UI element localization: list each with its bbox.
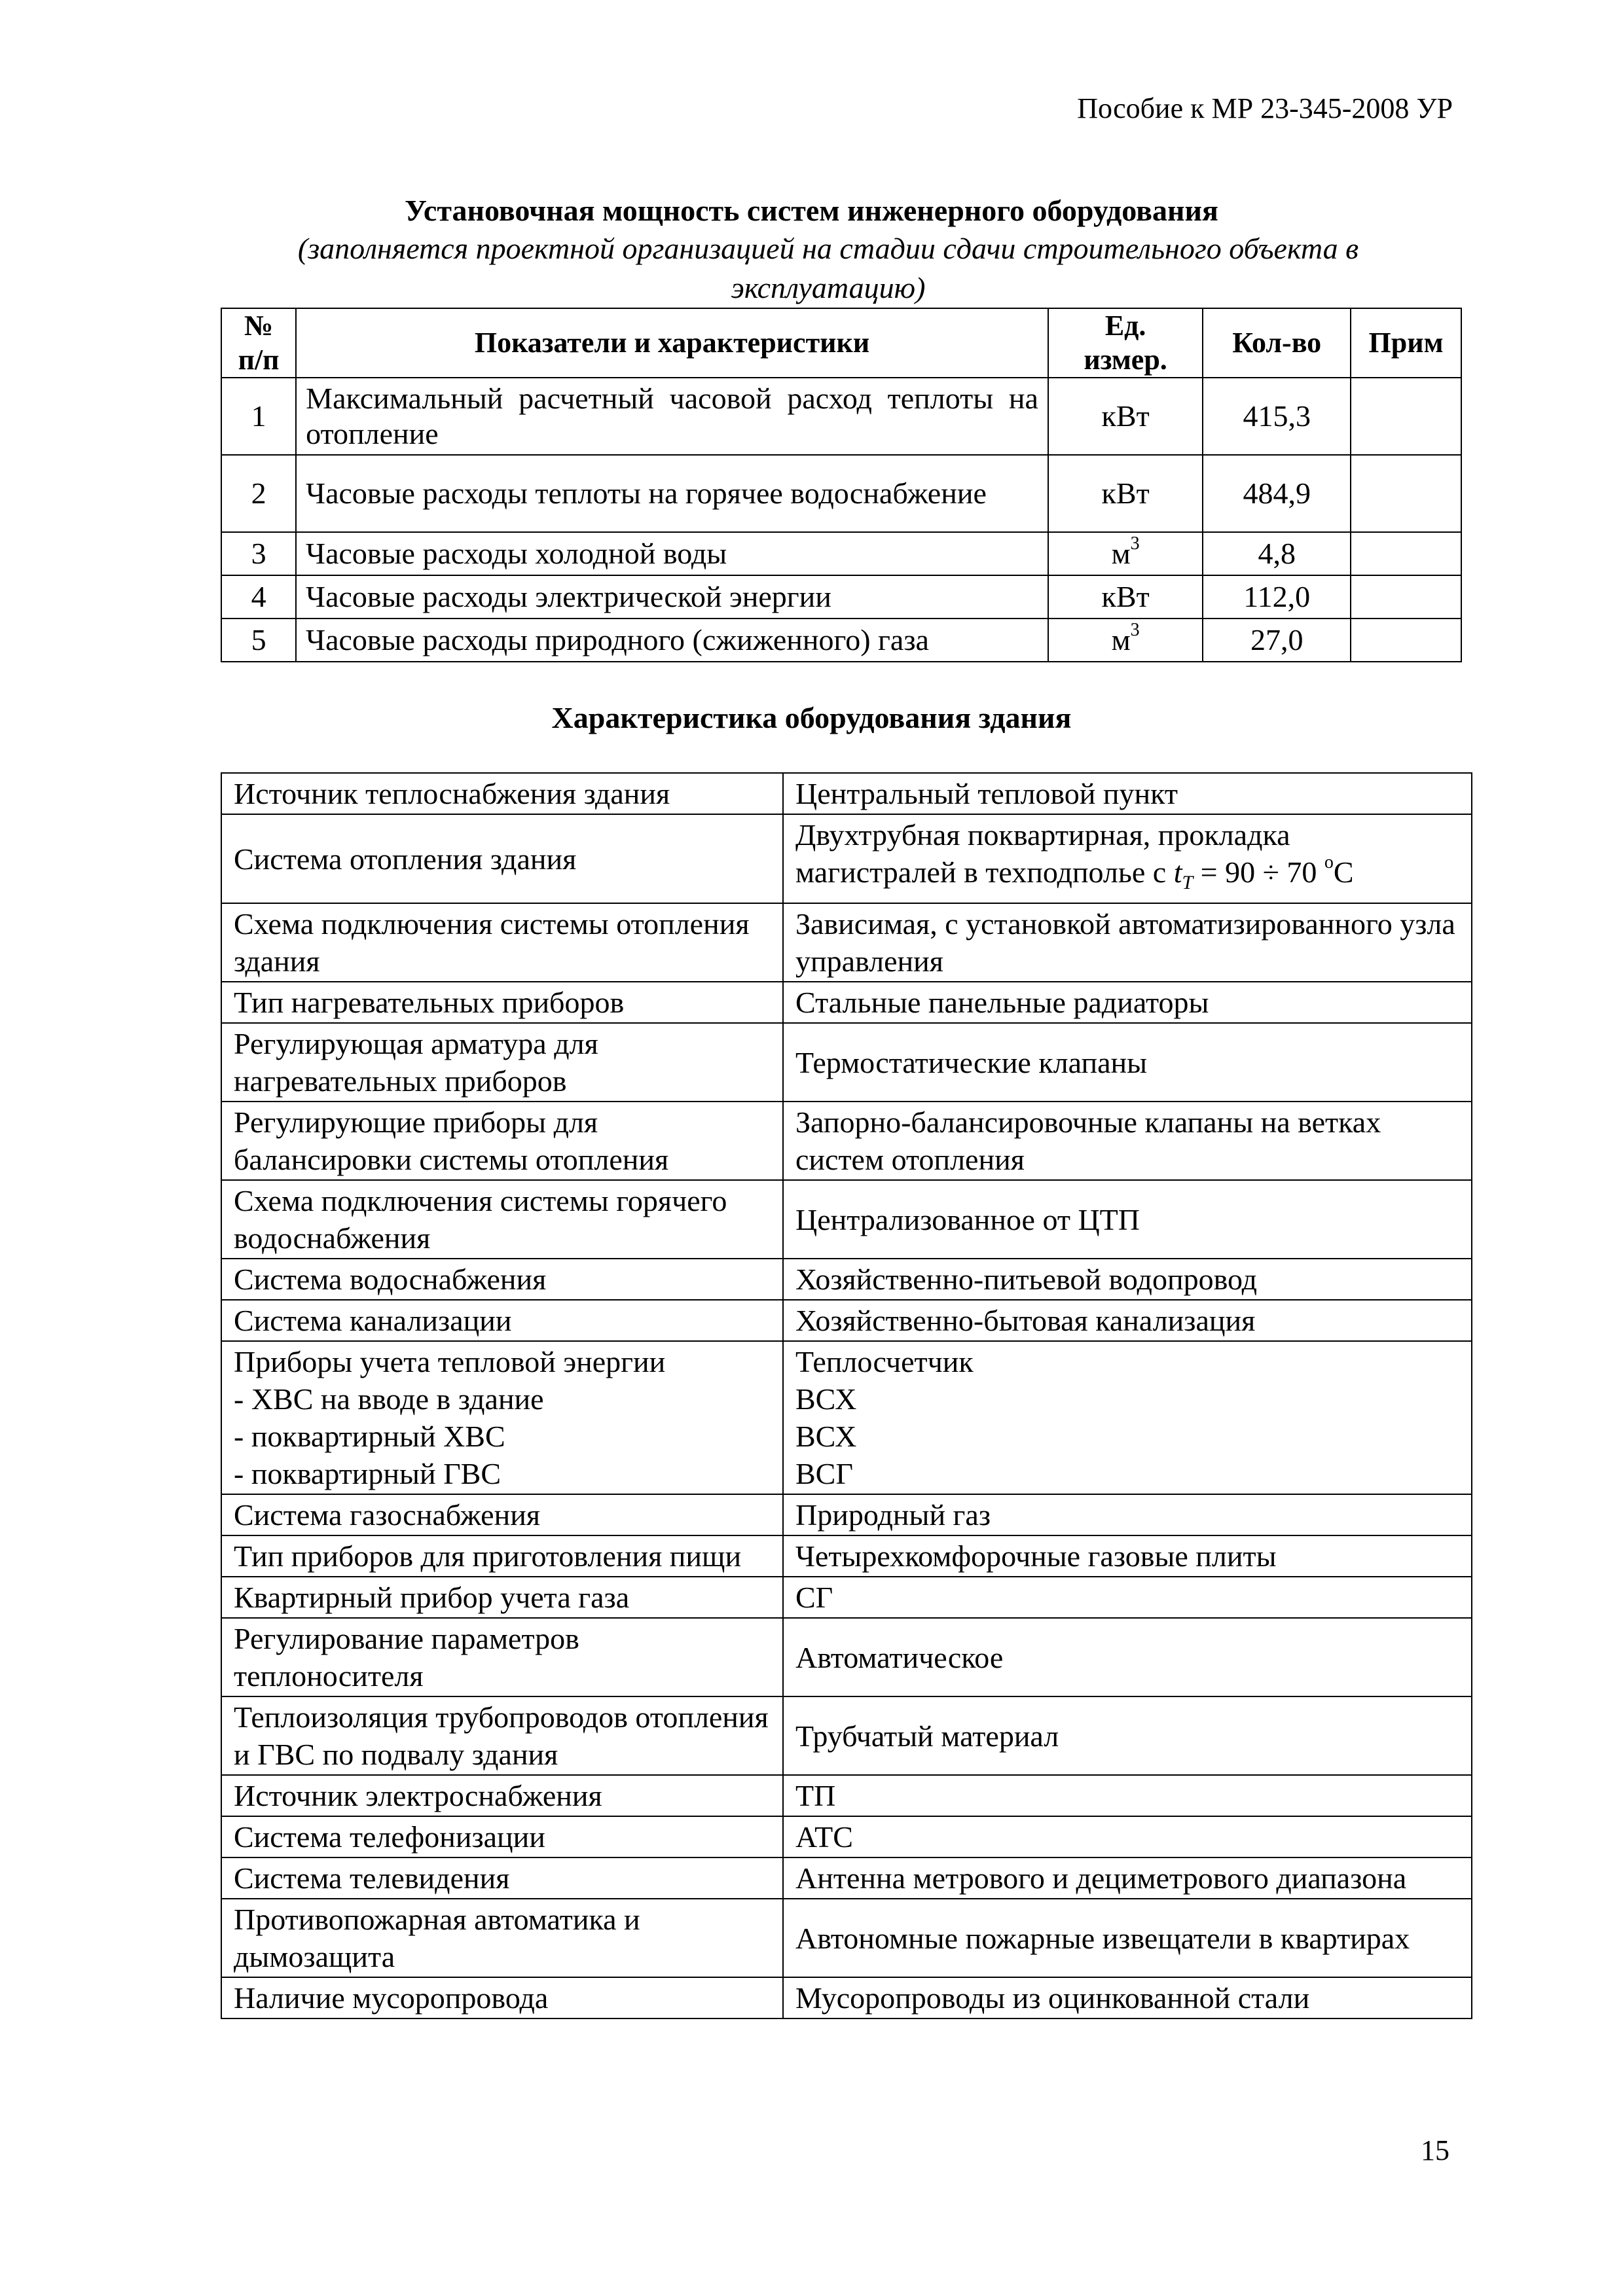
value-line1: Двухтрубная поквартирная, прокладка (795, 818, 1290, 852)
row-qty: 484,9 (1203, 455, 1351, 532)
page-number: 15 (1421, 2134, 1450, 2166)
table-row (221, 1180, 1472, 1259)
row-value: Мусоропроводы из оцинкованной стали (783, 1977, 1472, 2018)
section1-title: Установочная мощность систем инженерного оборудования (405, 194, 1218, 227)
row-value: СГ (783, 1577, 1472, 1618)
formula-sub: T (1182, 872, 1194, 894)
table-row (221, 1259, 1472, 1300)
row-note (1351, 532, 1461, 575)
row-name: Источник электроснабжения (221, 1775, 783, 1816)
formula-var: t (1173, 855, 1182, 889)
name-line: - поквартирный ГВС (234, 1457, 501, 1491)
installed-capacity-table (221, 308, 1462, 662)
formula-unit: C (1333, 855, 1354, 889)
header-indicator: Показатели и характеристики (296, 308, 1048, 378)
unit-text: м (1111, 623, 1131, 656)
row-name (221, 1341, 783, 1494)
row-note (1351, 455, 1461, 532)
table-row (221, 619, 1461, 662)
row-value: Хозяйственно-бытовая канализация (783, 1300, 1472, 1341)
row-value: Центральный тепловой пункт (783, 773, 1472, 814)
row-value: Централизованное от ЦТП (783, 1180, 1472, 1259)
table-row (221, 1535, 1472, 1577)
row-name: Система газоснабжения (221, 1494, 783, 1535)
value-line: ВСХ (795, 1420, 857, 1454)
header-unit-line2: измер. (1084, 344, 1167, 376)
value-line: ВСГ (795, 1457, 853, 1491)
name-line: Приборы учета тепловой энергии (234, 1345, 666, 1379)
table-row (221, 575, 1461, 619)
row-unit (1048, 455, 1203, 532)
header-note: Прим (1351, 308, 1461, 378)
section1-subtitle: (заполняется проектной организацией на стадии сдачи строительного объекта в эксплуатацию) (297, 232, 1359, 304)
table-row (221, 1857, 1472, 1899)
table-row (221, 1341, 1472, 1494)
row-value: Трубчатый материал (783, 1696, 1472, 1775)
table-row (221, 773, 1472, 814)
row-value: Автономные пожарные извещатели в квартирах (783, 1899, 1472, 1977)
header-unit (1048, 308, 1203, 378)
row-name: Регулирующие приборы для балансировки системы отопления (221, 1102, 783, 1180)
row-name: Противопожарная автоматика и дымозащита (221, 1899, 783, 1977)
row-unit (1048, 619, 1203, 662)
name-line: - ХВС на вводе в здание (234, 1382, 544, 1416)
row-name: Тип приборов для приготовления пищи (221, 1535, 783, 1577)
value-line: Теплосчетчик (795, 1345, 974, 1379)
row-unit (1048, 575, 1203, 619)
formula-degree: o (1324, 852, 1334, 872)
table-row (221, 1494, 1472, 1535)
table-row (221, 455, 1461, 532)
table-row (221, 1696, 1472, 1775)
row-value (783, 814, 1472, 903)
row-value: Четырехкомфорочные газовые плиты (783, 1535, 1472, 1577)
row-name: Теплоизоляция трубопроводов отопления и ГВС по подвалу здания (221, 1696, 783, 1775)
row-qty: 4,8 (1203, 532, 1351, 575)
header-num-line1: № (244, 310, 274, 342)
table-row (221, 1023, 1472, 1102)
document-reference-header: Пособие к МР 23-345-2008 УР (1077, 92, 1453, 124)
table-row (221, 1775, 1472, 1816)
row-value: Запорно-балансировочные клапаны на ветках систем отопления (783, 1102, 1472, 1180)
row-name: Регулирующая арматура для нагревательных приборов (221, 1023, 783, 1102)
row-text: Максимальный расчетный часовой расход теплоты на отопление (296, 378, 1048, 455)
table-row (221, 1977, 1472, 2018)
row-note (1351, 619, 1461, 662)
row-num: 5 (221, 619, 296, 662)
value-line2: магистралей в техподполье с (795, 855, 1167, 889)
row-value (783, 1341, 1472, 1494)
table-row (221, 1577, 1472, 1618)
row-name: Регулирование параметров теплоносителя (221, 1618, 783, 1696)
unit-sup: 3 (1130, 533, 1140, 554)
table-row (221, 982, 1472, 1023)
row-value: АТС (783, 1816, 1472, 1857)
row-value: Хозяйственно-питьевой водопровод (783, 1259, 1472, 1300)
row-name: Система водоснабжения (221, 1259, 783, 1300)
unit-sup: 3 (1130, 620, 1140, 640)
table-row (221, 903, 1472, 982)
unit-text: м (1111, 537, 1131, 570)
row-unit (1048, 532, 1203, 575)
row-note (1351, 378, 1461, 455)
table-row (221, 814, 1472, 903)
row-name: Система телевидения (221, 1857, 783, 1899)
row-name: Источник теплоснабжения здания (221, 773, 783, 814)
row-text: Часовые расходы электрической энергии (296, 575, 1048, 619)
row-name: Система телефонизации (221, 1816, 783, 1857)
row-value: Термостатические клапаны (783, 1023, 1472, 1102)
table-row (221, 1816, 1472, 1857)
row-name: Система отопления здания (221, 814, 783, 903)
row-name: Система канализации (221, 1300, 783, 1341)
row-qty: 415,3 (1203, 378, 1351, 455)
row-value: Антенна метрового и дециметрового диапазона (783, 1857, 1472, 1899)
row-num: 2 (221, 455, 296, 532)
section2-title: Характеристика оборудования здания (551, 701, 1072, 734)
row-text: Часовые расходы природного (сжиженного) газа (296, 619, 1048, 662)
row-name: Наличие мусоропровода (221, 1977, 783, 2018)
equipment-characteristics-table (221, 772, 1472, 2019)
row-note (1351, 575, 1461, 619)
unit-text: кВт (1101, 580, 1150, 613)
row-qty: 27,0 (1203, 619, 1351, 662)
header-unit-line1: Ед. (1104, 310, 1146, 342)
row-qty: 112,0 (1203, 575, 1351, 619)
table-header-row (221, 308, 1461, 378)
table-row (221, 1102, 1472, 1180)
row-name: Квартирный прибор учета газа (221, 1577, 783, 1618)
row-name: Схема подключения системы отопления здания (221, 903, 783, 982)
table-row (221, 1300, 1472, 1341)
header-qty: Кол-во (1203, 308, 1351, 378)
row-value: Стальные панельные радиаторы (783, 982, 1472, 1023)
row-value: Зависимая, с установкой автоматизированного узла управления (783, 903, 1472, 982)
table-row (221, 378, 1461, 455)
value-line: ВСХ (795, 1382, 857, 1416)
row-text: Часовые расходы холодной воды (296, 532, 1048, 575)
table-row (221, 1899, 1472, 1977)
row-unit (1048, 378, 1203, 455)
row-value: Автоматическое (783, 1618, 1472, 1696)
header-num (221, 308, 296, 378)
unit-text: кВт (1101, 476, 1150, 510)
formula-range: = 90 ÷ 70 (1200, 855, 1317, 889)
temperature-formula (1173, 852, 1354, 894)
row-value: ТП (783, 1775, 1472, 1816)
row-num: 4 (221, 575, 296, 619)
unit-text: кВт (1101, 399, 1150, 433)
name-line: - поквартирный ХВС (234, 1420, 505, 1454)
table-row (221, 1618, 1472, 1696)
row-num: 1 (221, 378, 296, 455)
row-value: Природный газ (783, 1494, 1472, 1535)
row-num: 3 (221, 532, 296, 575)
table-row (221, 532, 1461, 575)
header-num-line2: п/п (238, 344, 280, 376)
row-name: Схема подключения системы горячего водоснабжения (221, 1180, 783, 1259)
row-text: Часовые расходы теплоты на горячее водоснабжение (296, 455, 1048, 532)
row-name: Тип нагревательных приборов (221, 982, 783, 1023)
